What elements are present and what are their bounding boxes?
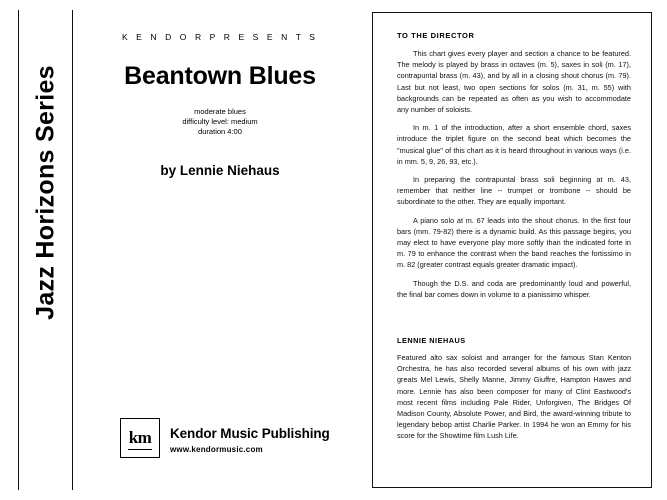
- kendor-logo-rule: [128, 449, 152, 450]
- director-notes-body: [397, 31, 631, 475]
- director-notes-heading: TO THE DIRECTOR: [397, 31, 475, 40]
- director-notes-paragraph: In m. 1 of the introduction, after a short ensemble chord, saxes introduce the triplet figure on the second beat which becomes the "musical glue" of this chart as it is heard throughout in various ways (i.e. in mm. 5, 9, 26, 93, etc.).: [397, 123, 631, 166]
- director-notes-paragraph: This chart gives every player and section a chance to be featured. The melody is played by brass in octaves (m. 5), saxes in soli (m. 17), contrapuntal brass (m. 43), and by all in a closing shout chorus (m. 79). Last but not least, two open sections for solos (m. 31, m. 55) with backgrounds can be repeated as often as you wish to accommodate any number of soloists.: [397, 49, 631, 115]
- publisher-block: [86, 418, 354, 482]
- chart-style: moderate blues: [194, 107, 246, 116]
- presents-line: K E N D O R P R E S E N T S: [121, 32, 319, 42]
- publisher-url[interactable]: www.kendormusic.com: [170, 445, 263, 454]
- chart-difficulty: difficulty level: medium: [182, 117, 258, 126]
- chart-duration: duration 4:00: [198, 127, 242, 136]
- series-title: Jazz Horizons Series: [31, 65, 60, 320]
- director-notes-paragraph: In preparing the contrapuntal brass soli beginning at m. 43, remember that neither line -- trumpet or trombone -- should be subordinate to the other. They are equally important.: [397, 175, 631, 207]
- director-notes-paragraph: Though the D.S. and coda are predominantly loud and powerful, the final bar comes down in volume to a pianissimo whisper.: [397, 278, 631, 299]
- kendor-logo-icon: [120, 418, 160, 458]
- kendor-logo-text: km: [128, 428, 152, 447]
- page-title: Beantown Blues: [124, 62, 316, 90]
- title-block: [86, 22, 354, 482]
- composer-bio-text: Featured alto sax soloist and arranger for the famous Stan Kenton Orchestra, he has also recorded several albums of his own with jazz greats Mel Lewis, Shelly Manne, Jimmy Giuffre, Hampton Hawes and more. Lennie has also been composer for many of Clint Eastwood's most recent films including Pale Rider, Unforgiven, The Bridges Of Madison County, Absolute Power, and Bird, the award-winning tribute to legendary bebop artist Charlie Parker. In 1994 he won an Emmy for his score for the Showtime film Lush Life.: [397, 353, 631, 441]
- composer-bio-heading: LENNIE NIEHAUS: [397, 336, 466, 346]
- series-rule-right: [72, 10, 73, 490]
- series-band: [18, 10, 74, 490]
- publisher-name: Kendor Music Publishing: [170, 426, 330, 441]
- series-rule-left: [18, 10, 19, 490]
- composer-byline: by Lennie Niehaus: [160, 163, 280, 178]
- director-notes-panel: [372, 12, 652, 488]
- director-notes-paragraph: A piano solo at m. 67 leads into the shout chorus. In the first four bars (mm. 79-82) there is a dynamic build. As this passage begins, you may elect to have everyone play more softly than the indicated forte in m. 79 to enhance the contrast when the band reaches the fortissimo in m. 82 (greater contrast equals greater dramatic impact).: [397, 215, 631, 270]
